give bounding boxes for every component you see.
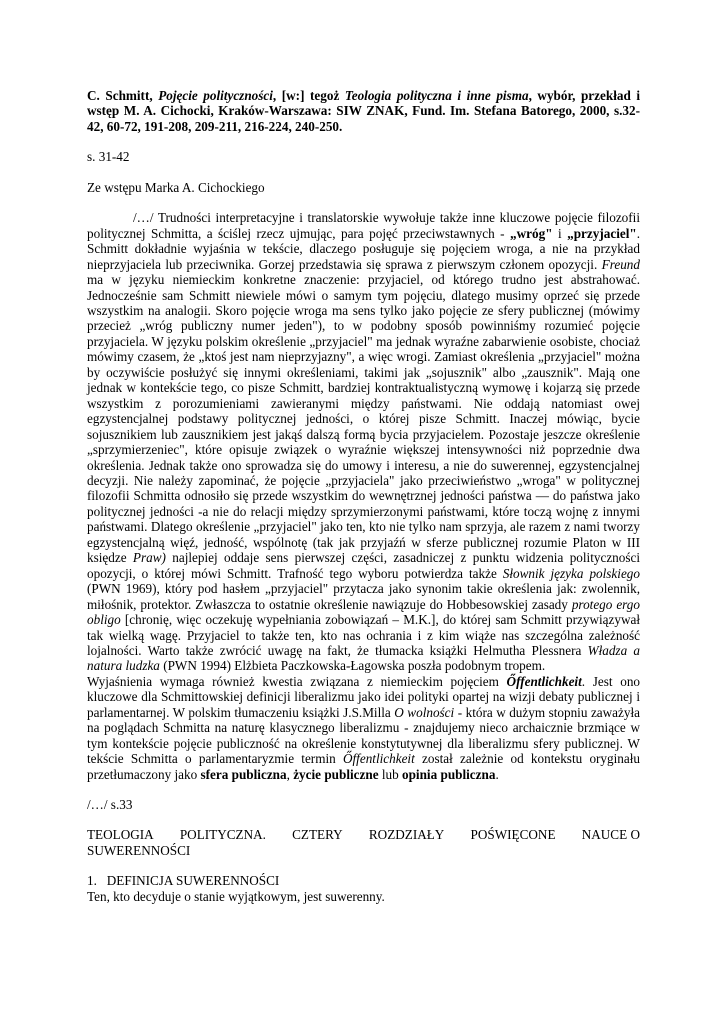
text-run: najlepiej oddaje sens pierwszej części, zasadniczej z punktu widzenia polityczności opozycji, o której mówi Schmitt. Trafność tego wyboru potwierdza także: [87, 550, 641, 581]
subsection-heading: [87, 873, 640, 888]
text-run: /…/ Trudności interpretacyjne i translatorskie wywołuje także inne kluczowe pojęcie filozofii politycznej Schmitta, a ściślej rzecz ujmując, para pojęć przeciwstawnych -: [87, 210, 640, 241]
pages-range: s. 31-42: [87, 149, 130, 165]
section-first-sentence: Ten, kto decyduje o stanie wyjątkowym, jest suwerenny.: [87, 888, 385, 904]
text-run: lub: [378, 766, 402, 782]
text-run: został zależnie od kontekstu oryginału przetłumaczony jako: [87, 751, 640, 782]
text-run: . Jest ono kluczowe dla Schmittowskiej definicji liberalizmu jako idei polityki opartej na wizji debaty publicznej i parlamentarnej. W polskim tłumaczeniu książki J.S.Milla: [87, 673, 640, 720]
section-heading: [87, 827, 640, 858]
page-reference: /…/ s.33: [87, 797, 133, 813]
text-run: Wyjaśnienia wymaga również kwestia związana z niemieckim pojęciem: [87, 673, 507, 689]
italic-term: Słownik języka polskiego: [502, 565, 640, 581]
document-page: [87, 88, 640, 904]
bold-term: opinia publiczna: [402, 766, 496, 782]
italic-term: protego ergo obligo: [87, 596, 640, 628]
bold-term: „wróg": [510, 225, 553, 241]
citation-book-title: Teologia polityczna i inne pisma: [344, 88, 529, 103]
citation-author: C. Schmitt,: [87, 88, 159, 103]
paragraph-offentlichkeit: [87, 674, 640, 782]
citation-title: Pojęcie polityczności: [158, 88, 273, 103]
paragraph-translation-notes: [87, 210, 640, 674]
text-run: i: [552, 225, 568, 241]
heading-word: POŚWIĘCONE: [470, 827, 556, 843]
italic-term: Władza a natura ludzka: [87, 642, 640, 674]
heading-word: CZTERY: [292, 827, 343, 843]
italic-term: Freund: [601, 256, 640, 272]
text-run: (PWN 1969), który pod hasłem „przyjaciel" przytacza jako synonim takie określenia jak: zwolennik, miłośnik, protektor. Zwłaszcza to ostatnie określenie nawiązuje do Hobbesowskiej zasady: [87, 581, 640, 612]
italic-term: Őffentlichkeit: [342, 751, 415, 767]
italic-term: O wolności: [394, 704, 455, 720]
section-number: 1.: [87, 873, 97, 889]
citation: [87, 88, 640, 134]
heading-word: POLITYCZNA.: [179, 827, 266, 843]
text-run: - która w dużym stopniu zaważyła na poglądach Schmitta na naturę klasycznego liberalizmu - znajdujemy nieco archaicznie brzmiące w tym kontekście pojęcie publiczność na określenie konstytutywnej dla liberalizmu sfery publicznej. W tekście Schmitta o parlamentaryzmie termin: [87, 704, 640, 767]
text-run: (PWN 1994) Elżbieta Paczkowska-Łagowska poszła podobnym tropem.: [159, 658, 546, 674]
intro-source: Ze wstępu Marka A. Cichockiego: [87, 179, 265, 195]
text-run: .: [495, 766, 499, 782]
text-run: [chronię, więc oczekuję wypełniania zobowiązań – M.K.], do której sam Schmitt przywiązywał tak wielką wagę. Przyjaciel to także ten, kto nas ochrania i z kim wiąże nas szczególna zależność lojalności. Warto także zwrócić uwagę na fakt, że tłumacka książki Helmutha Plessnera: [87, 612, 640, 658]
text-run: ma w języku niemieckim konkretne znaczenie: przyjaciel, od którego trudno jest abstrahować. Jednocześnie sam Schmitt niewiele mówi o samym tym pojęciu, dlatego musimy oprzeć się przede wszystkim na analogii. Skoro pojęcie wroga ma sens tylko jako pojęcie ze sfery publicznej (mówimy przecież „wróg publiczny numer jeden"), to w podobny sposób powinniśmy rozumieć pojęcie przyjaciela. W języku polskim określenie „przyjaciel" ma jednak wyraźne zabarwienie osobiste, chociaż mówimy czasem, że „ktoś jest nam nieprzyjazny", a więc wrogi. Zamiast określenia „przyjaciel" można by oczywiście posłużyć się innymi określeniami, takimi jak „sojusznik" albo „zausznik". Mają one jednak w kontekście tego, co pisze Schmitt, bardziej kontraktualistyczną wymowę i kojarzą się przede wszystkim z porozumieniami zawieranymi między państwami. Nie oddają natomiast owej egzystencjalnej podstawy politycznej jedności, o której pisze Schmitt. Inaczej mówiąc, bycie sojusznikiem lub zausznikiem jest jakąś dalszą formą bycia przyjacielem. Pozostaje jeszcze określenie „sprzymierzeniec", które opisuje związek o wyraźnie większej intensywności niż poprzednie dwa określenia. Jednak także ono sprowadza się do umowy i interesu, a nie do suwerennej, egzystencjalnej decyzji. Nie należy zapominać, że pojęcie „przyjaciela" jako przeciwieństwo „wroga" w politycznej filozofii Schmitta odnosiło się przede wszystkim do wewnętrznej jedności państwa — do państwa jako politycznej jedności -a nie do relacji między sprzymierzonymi państwami, które toczą wojnę z innymi państwami. Dlatego określenie „przyjaciel" jako ten, kto nie tylko nam sprzyja, ale razem z nami tworzy egzystencjalną więź, jedność, wspólnotę (tak jak przyjaźń w sferze publicznej rozumie Platon w III księdze: [87, 272, 640, 566]
bold-italic-term: Őffentlichkeit: [506, 673, 582, 689]
bold-term: życie publiczne: [293, 766, 379, 782]
bold-term: sfera publiczna: [200, 766, 287, 782]
text-run: ,: [286, 766, 294, 782]
citation-details: , wybór, przekład i wstęp M. A. Cichocki, Kraków-Warszawa: SIW ZNAK, Fund. Im. Stefana Batorego, 2000, s.32-42, 60-72, 191-208, 209-211, 216-224, 240-250.: [87, 88, 641, 134]
heading-word: O: [630, 827, 640, 843]
section-title: DEFINICJA SUWERENNOŚCI: [106, 873, 280, 889]
bold-term: „przyjaciel": [567, 225, 637, 241]
italic-term: Praw): [132, 550, 166, 566]
heading-word: ROZDZIAŁY: [368, 827, 445, 843]
heading-word: TEOLOGIA: [87, 827, 154, 843]
text-run: . Schmitt dokładnie wyjaśnia w tekście, dlaczego posługuje się pojęciem wroga, a nie na przykład nieprzyjaciela lub przeciwnika. Gorzej przedstawia się sprawa z pierwszym członem opozycji.: [87, 225, 640, 272]
heading-word: NAUCE: [581, 827, 628, 843]
citation-in: , [w:] tegoż: [272, 88, 345, 103]
heading-word: SUWERENNOŚCI: [87, 842, 191, 858]
